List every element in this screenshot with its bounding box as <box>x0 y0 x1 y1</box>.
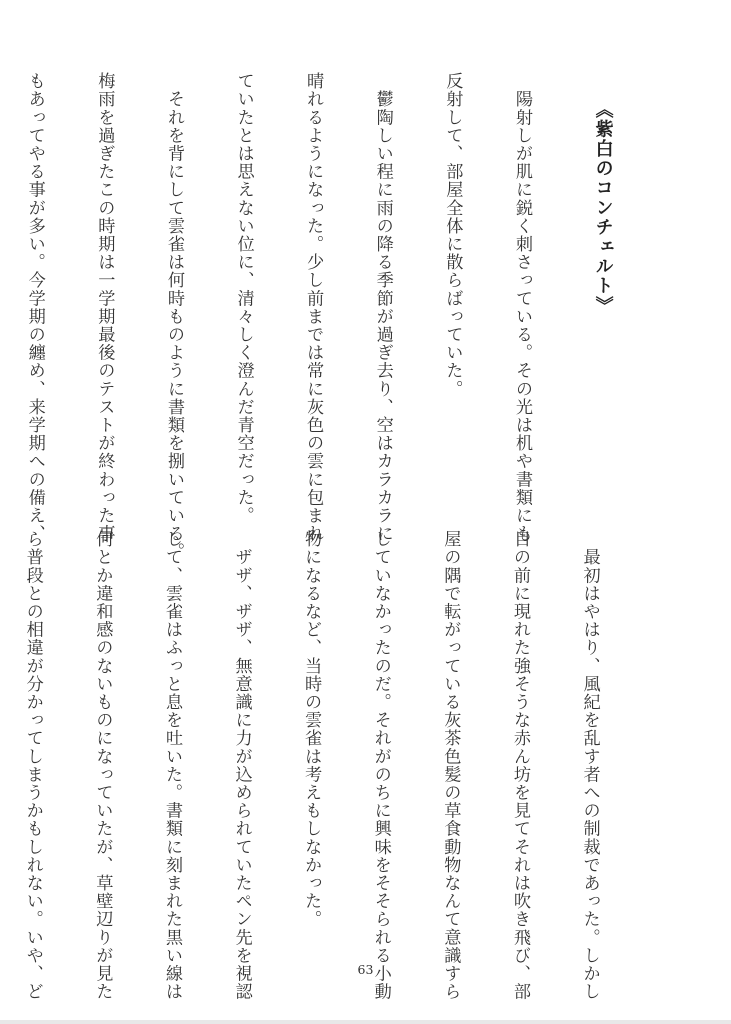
text-line: 陽射しが肌に鋭く刺さっている。その光は机や書類にも <box>511 72 532 543</box>
text-line: 反射して、部屋全体に散らばっていた。 <box>442 72 463 398</box>
text-line: 目の前に現れた強そうな赤ん坊を見てそれは吹き飛び、部 <box>509 530 530 1001</box>
text-block-top <box>0 72 661 561</box>
text-line: 屋の隅で転がっている灰茶色髪の草食動物なんて意識すら <box>440 530 461 1001</box>
text-line: 何とか違和感のないものになっていたが、草壁辺りが見た <box>92 530 113 1001</box>
text-line: 物になるなど、当時の雲雀は考えもしなかった。 <box>301 530 322 929</box>
text-line: 梅雨を過ぎたこの時期は一学期最後のテストが終わった事 <box>94 72 115 543</box>
text-line: それを背にして雲雀は何時ものように書類を捌いている。 <box>163 72 184 561</box>
text-line: して、雲雀はふっと息を吐いた。書類に刻まれた黒い線は <box>161 530 182 1001</box>
text-line: 鬱陶しい程に雨の降る季節が過ぎ去り、空はカラカラに <box>372 72 393 543</box>
text-line: 晴れるようになった。少し前までは常に灰色の雲に包まれ <box>303 72 324 543</box>
text-line: ザザ、ザザ、無意識に力が込められていたペン先を視認 <box>231 530 252 1001</box>
chapter-title: 《紫白のコンチェルト》 <box>592 100 614 316</box>
text-line: ていたとは思えない位に、清々しく澄んだ青空だった。 <box>233 72 254 525</box>
text-line: していなかったのだ。それがのちに興味をそそられる小動 <box>370 530 391 1001</box>
text-line: 最初はやはり、風紀を乱す者への制裁であった。しかし <box>579 530 600 1001</box>
page-edge-divider <box>0 1020 731 1024</box>
text-line: ら普段との相違が分かってしまうかもしれない。いや、ど <box>22 530 43 1001</box>
text-block-bottom <box>0 530 647 1001</box>
page-number: 63 <box>357 962 374 977</box>
text-line: もあってやる事が多い。今学期の纏め、来学期への備え、 <box>24 72 45 543</box>
